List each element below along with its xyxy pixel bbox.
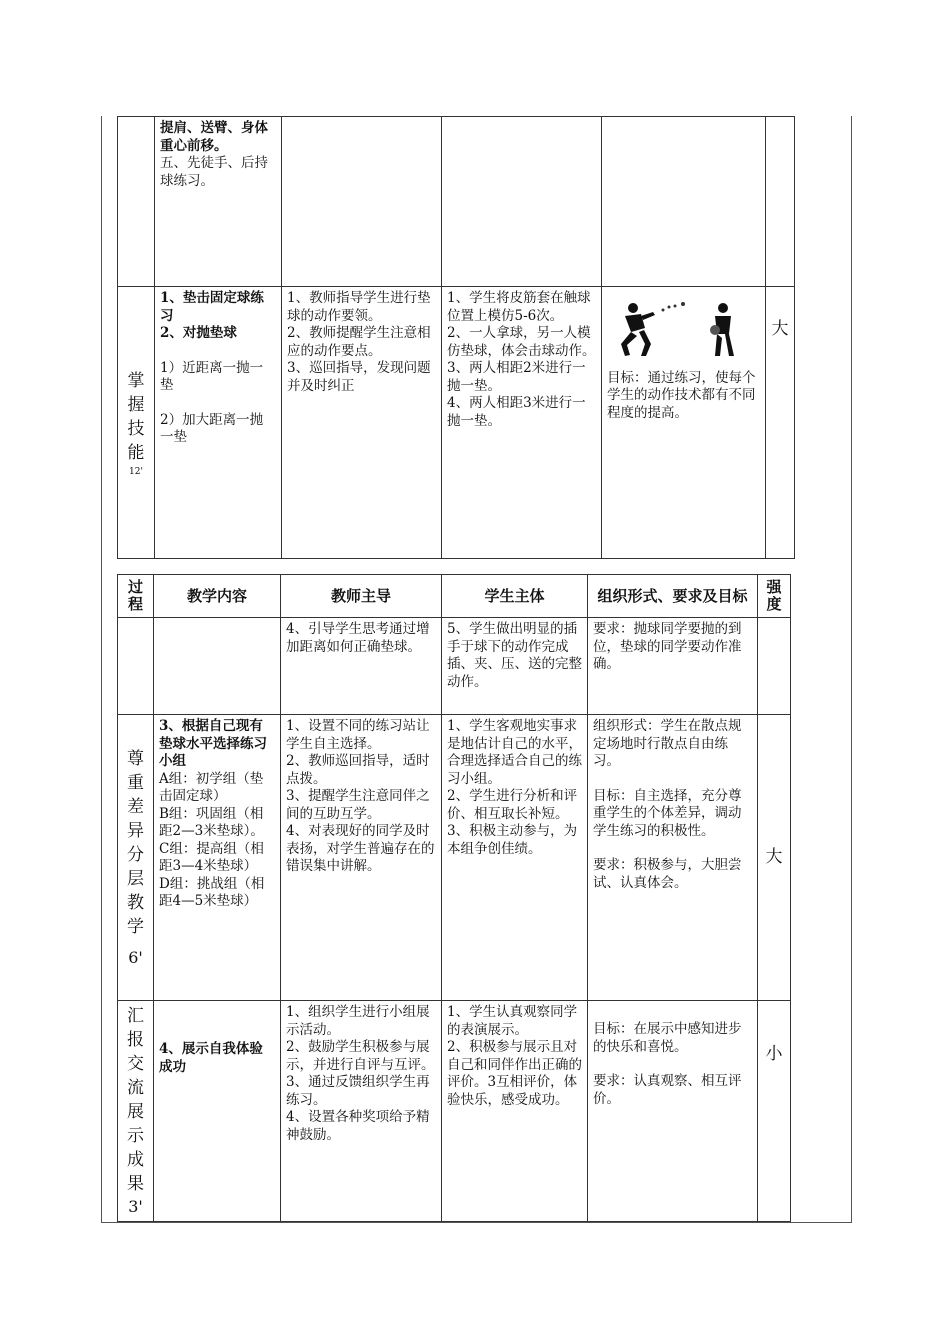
organization-text: 目标：自主选择，充分尊重学生的个体差异，调动学生练习的积极性。 xyxy=(593,787,742,839)
organization-text: 目标：通过练习，使每个学生的动作技术都有不同程度的提高。 xyxy=(607,369,756,421)
stage-cell xyxy=(118,117,155,287)
student-text: 1、学生客观地实事求是地估计自己的水平，合理选择适合自己的练习小组。 xyxy=(447,718,582,787)
student-cell xyxy=(442,1001,588,1222)
student-cell xyxy=(442,117,602,287)
table-row xyxy=(118,287,795,559)
teacher-cell xyxy=(281,715,442,1001)
content-text: 五、先徒手、后持球练习。 xyxy=(160,155,268,189)
student-text: 2、积极参与展示且对自己和同伴作出正确的评价。3互相评价，体验快乐，感受成功。 xyxy=(447,1039,582,1108)
stage-duration: 3' xyxy=(128,1197,143,1216)
intensity-cell xyxy=(766,117,795,287)
stage-cell xyxy=(118,715,154,1001)
organization-cell xyxy=(588,715,758,1001)
teacher-cell xyxy=(281,618,442,715)
teacher-text: 1、设置不同的练习站让学生自主选择。 xyxy=(286,718,430,752)
content-text: 2）加大距离一抛一垫 xyxy=(160,411,264,445)
student-text: 1、学生将皮筋套在触球位置上模仿5-6次。 xyxy=(447,290,591,324)
stage-cell xyxy=(118,1001,154,1222)
content-cell xyxy=(155,117,282,287)
teacher-text: 4、对表现好的同学及时表扬，对学生普遍存在的错误集中讲解。 xyxy=(286,823,435,874)
header-intensity: 强度 xyxy=(758,575,791,618)
organization-cell xyxy=(602,287,766,559)
stage-cell xyxy=(118,287,155,559)
intensity-value: 大 xyxy=(765,846,783,867)
content-cell xyxy=(154,1001,281,1222)
intensity-value: 大 xyxy=(771,319,789,339)
stage-label: 掌握技能 xyxy=(127,370,145,463)
header-content: 教学内容 xyxy=(154,575,281,618)
content-bold-text: 3、根据自己现有垫球水平选择练习小组 xyxy=(159,718,267,769)
header-teacher: 教师主导 xyxy=(281,575,442,618)
organization-cell xyxy=(588,1001,758,1222)
teacher-cell xyxy=(281,1001,442,1222)
stage-label: 尊重差异分层教学 xyxy=(127,748,144,937)
table-row xyxy=(118,618,791,715)
content-bold-text: 4、展示自我体验成功 xyxy=(159,1041,263,1075)
organization-text: 要求：积极参与，大胆尝试、认真体会。 xyxy=(593,857,742,891)
organization-text: 要求：认真观察、相互评价。 xyxy=(593,1073,742,1107)
header-student: 学生主体 xyxy=(442,575,588,618)
lesson-table-top xyxy=(117,116,795,559)
teacher-cell xyxy=(282,117,442,287)
teacher-text: 2、教师巡回指导，适时点拨。 xyxy=(286,753,430,787)
student-text: 4、两人相距3米进行一抛一垫。 xyxy=(447,395,586,429)
intensity-cell xyxy=(766,287,795,559)
lesson-table-bottom xyxy=(117,574,791,1222)
teacher-text: 4、引导学生思考通过增加距离如何正确垫球。 xyxy=(286,621,430,655)
group-item: D组：挑战组（相距4—5米垫球） xyxy=(159,875,265,909)
student-text: 5、学生做出明显的插手于球下的动作完成插、夹、压、送的完整动作。 xyxy=(447,621,582,690)
student-text: 1、学生认真观察同学的表演展示。 xyxy=(447,1004,578,1038)
student-text: 3、积极主动参与，为本组争创佳绩。 xyxy=(447,823,578,857)
teacher-text: 3、巡回指导，发现问题并及时纠正 xyxy=(287,360,431,394)
group-item: C组：提高组（相距3—4米垫球） xyxy=(159,840,264,874)
stage-duration: 6' xyxy=(128,947,143,967)
content-cell xyxy=(155,287,282,559)
content-bold-text: 2、对抛垫球 xyxy=(160,325,237,341)
teacher-text: 1、教师指导学生进行垫球的动作要领。 xyxy=(287,290,431,324)
header-process: 过程 xyxy=(118,575,154,618)
volleyball-players-illustration xyxy=(611,298,741,360)
table-row xyxy=(118,117,795,287)
stage-label: 汇报交流展示成果 xyxy=(127,1006,144,1194)
organization-text: 组织形式：学生在散点规定场地时行散点自由练习。 xyxy=(593,718,742,769)
organization-cell xyxy=(602,117,766,287)
intensity-cell xyxy=(758,1001,791,1222)
student-text: 2、学生进行分析和评价、相互取长补短。 xyxy=(447,788,578,822)
teacher-text: 3、通过反馈组织学生再练习。 xyxy=(286,1074,430,1108)
header-organization: 组织形式、要求及目标 xyxy=(588,575,758,618)
content-cell xyxy=(154,715,281,1001)
teacher-text: 3、提醒学生注意同伴之间的互助互学。 xyxy=(286,788,430,822)
teacher-text: 2、鼓励学生积极参与展示，并进行自评与互评。 xyxy=(286,1039,435,1073)
student-text: 3、两人相距2米进行一抛一垫。 xyxy=(447,360,586,394)
teacher-text: 4、设置各种奖项给予精神鼓励。 xyxy=(286,1109,430,1143)
table-header-row xyxy=(118,575,791,618)
teacher-cell xyxy=(282,287,442,559)
student-cell xyxy=(442,618,588,715)
organization-cell xyxy=(588,618,758,715)
student-text: 2、一人拿球，另一人模仿垫球，体会击球动作。 xyxy=(447,325,596,359)
teacher-text: 1、组织学生进行小组展示活动。 xyxy=(286,1004,430,1038)
organization-text: 要求：抛球同学要抛的到位，垫球的同学要动作准确。 xyxy=(593,621,742,672)
content-cell xyxy=(154,618,281,715)
stage-duration: 12' xyxy=(129,466,143,477)
teacher-text: 2、教师提醒学生注意相应的动作要点。 xyxy=(287,325,431,359)
content-bold-text: 提肩、送臂、身体重心前移。 xyxy=(160,120,268,154)
group-item: B组：巩固组（相距2—3米垫球）。 xyxy=(159,805,264,839)
table-row xyxy=(118,715,791,1001)
organization-text: 目标：在展示中感知进步的快乐和喜悦。 xyxy=(593,1021,742,1055)
group-item: A组：初学组（垫击固定球） xyxy=(159,770,264,804)
table-row xyxy=(118,1001,791,1222)
intensity-value: 小 xyxy=(765,1044,783,1064)
stage-cell xyxy=(118,618,154,715)
student-cell xyxy=(442,715,588,1001)
content-text: 1）近距离一抛一垫 xyxy=(160,359,264,393)
content-bold-text: 1、垫击固定球练习 xyxy=(160,290,264,324)
intensity-cell xyxy=(758,618,791,715)
intensity-cell xyxy=(758,715,791,1001)
student-cell xyxy=(442,287,602,559)
